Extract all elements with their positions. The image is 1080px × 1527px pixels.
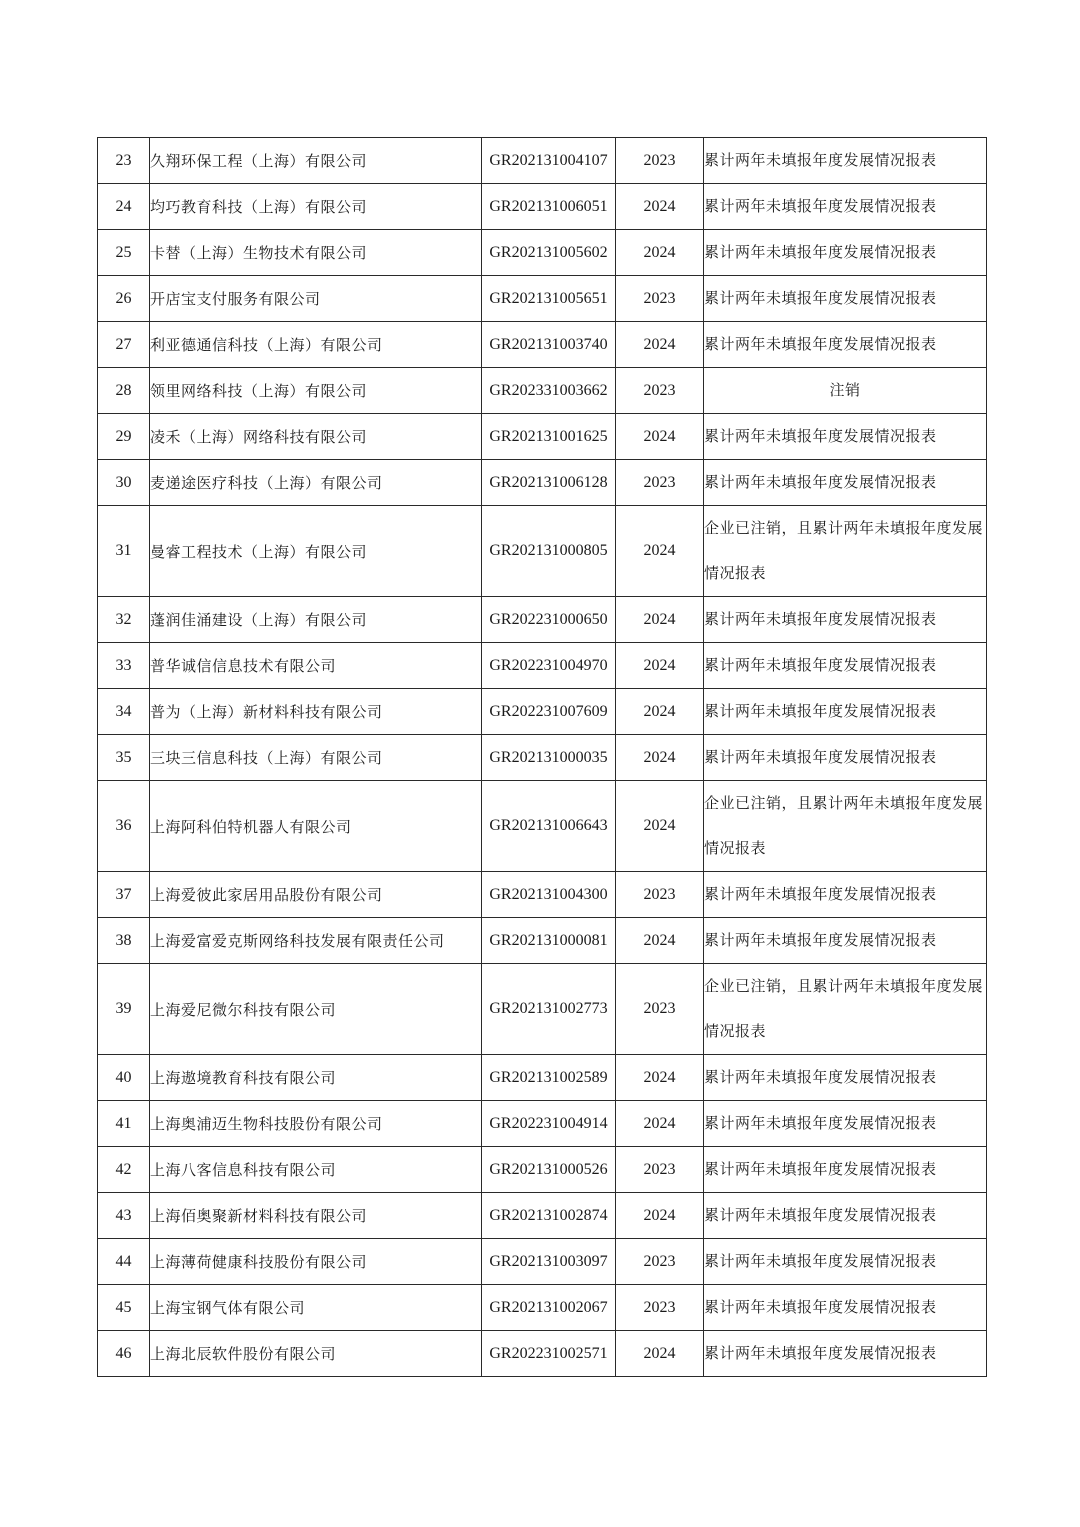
certificate-code: GR202131000081 — [482, 918, 616, 964]
company-name: 普为（上海）新材料科技有限公司 — [150, 689, 482, 735]
company-name: 麦递途医疗科技（上海）有限公司 — [150, 460, 482, 506]
reason: 累计两年未填报年度发展情况报表 — [704, 1239, 987, 1285]
row-number: 30 — [98, 460, 150, 506]
enterprise-table — [97, 137, 987, 1377]
row-number: 36 — [98, 781, 150, 872]
year: 2024 — [616, 322, 704, 368]
row-number: 40 — [98, 1055, 150, 1101]
certificate-code: GR202131003097 — [482, 1239, 616, 1285]
reason: 累计两年未填报年度发展情况报表 — [704, 597, 987, 643]
table-row — [98, 643, 987, 689]
certificate-code: GR202131004300 — [482, 872, 616, 918]
year: 2024 — [616, 184, 704, 230]
reason: 累计两年未填报年度发展情况报表 — [704, 230, 987, 276]
company-name: 领里网络科技（上海）有限公司 — [150, 368, 482, 414]
year: 2023 — [616, 964, 704, 1055]
reason: 累计两年未填报年度发展情况报表 — [704, 322, 987, 368]
row-number: 27 — [98, 322, 150, 368]
reason: 累计两年未填报年度发展情况报表 — [704, 1285, 987, 1331]
row-number: 24 — [98, 184, 150, 230]
table-body — [98, 138, 987, 1377]
year: 2024 — [616, 735, 704, 781]
year: 2023 — [616, 368, 704, 414]
table-row — [98, 1285, 987, 1331]
company-name: 上海佰奥聚新材料科技有限公司 — [150, 1193, 482, 1239]
row-number: 31 — [98, 506, 150, 597]
certificate-code: GR202331003662 — [482, 368, 616, 414]
company-name: 上海爱富爱克斯网络科技发展有限责任公司 — [150, 918, 482, 964]
table-row — [98, 1239, 987, 1285]
row-number: 43 — [98, 1193, 150, 1239]
company-name: 均巧教育科技（上海）有限公司 — [150, 184, 482, 230]
reason: 累计两年未填报年度发展情况报表 — [704, 414, 987, 460]
reason: 累计两年未填报年度发展情况报表 — [704, 184, 987, 230]
certificate-code: GR202231002571 — [482, 1331, 616, 1377]
company-name: 蓬润佳涌建设（上海）有限公司 — [150, 597, 482, 643]
year: 2024 — [616, 689, 704, 735]
table-row — [98, 460, 987, 506]
year: 2024 — [616, 781, 704, 872]
certificate-code: GR202231007609 — [482, 689, 616, 735]
row-number: 38 — [98, 918, 150, 964]
row-number: 33 — [98, 643, 150, 689]
certificate-code: GR202131001625 — [482, 414, 616, 460]
year: 2024 — [616, 1193, 704, 1239]
table-row — [98, 735, 987, 781]
table-row — [98, 964, 987, 1055]
company-name: 上海宝钢气体有限公司 — [150, 1285, 482, 1331]
certificate-code: GR202131000526 — [482, 1147, 616, 1193]
certificate-code: GR202131006051 — [482, 184, 616, 230]
company-name: 曼睿工程技术（上海）有限公司 — [150, 506, 482, 597]
table-row — [98, 781, 987, 872]
reason: 累计两年未填报年度发展情况报表 — [704, 1331, 987, 1377]
company-name: 上海爱彼此家居用品股份有限公司 — [150, 872, 482, 918]
reason: 累计两年未填报年度发展情况报表 — [704, 689, 987, 735]
row-number: 34 — [98, 689, 150, 735]
row-number: 29 — [98, 414, 150, 460]
table-row — [98, 368, 987, 414]
company-name: 卡替（上海）生物技术有限公司 — [150, 230, 482, 276]
row-number: 28 — [98, 368, 150, 414]
row-number: 45 — [98, 1285, 150, 1331]
row-number: 39 — [98, 964, 150, 1055]
company-name: 上海爱尼微尔科技有限公司 — [150, 964, 482, 1055]
row-number: 35 — [98, 735, 150, 781]
company-name: 久翔环保工程（上海）有限公司 — [150, 138, 482, 184]
table-row — [98, 1055, 987, 1101]
table-row — [98, 138, 987, 184]
year: 2024 — [616, 230, 704, 276]
table-row — [98, 918, 987, 964]
table-row — [98, 1331, 987, 1377]
certificate-code: GR202131002067 — [482, 1285, 616, 1331]
table-row — [98, 230, 987, 276]
year: 2024 — [616, 643, 704, 689]
reason: 累计两年未填报年度发展情况报表 — [704, 643, 987, 689]
certificate-code: GR202131002874 — [482, 1193, 616, 1239]
row-number: 46 — [98, 1331, 150, 1377]
row-number: 23 — [98, 138, 150, 184]
year: 2024 — [616, 918, 704, 964]
company-name: 上海奥浦迈生物科技股份有限公司 — [150, 1101, 482, 1147]
company-name: 利亚德通信科技（上海）有限公司 — [150, 322, 482, 368]
reason: 累计两年未填报年度发展情况报表 — [704, 276, 987, 322]
reason: 累计两年未填报年度发展情况报表 — [704, 460, 987, 506]
row-number: 26 — [98, 276, 150, 322]
table-row — [98, 184, 987, 230]
company-name: 上海遨境教育科技有限公司 — [150, 1055, 482, 1101]
reason: 累计两年未填报年度发展情况报表 — [704, 1193, 987, 1239]
certificate-code: GR202231004970 — [482, 643, 616, 689]
certificate-code: GR202131005651 — [482, 276, 616, 322]
row-number: 37 — [98, 872, 150, 918]
year: 2024 — [616, 597, 704, 643]
table-row — [98, 414, 987, 460]
reason: 累计两年未填报年度发展情况报表 — [704, 1147, 987, 1193]
reason: 注销 — [704, 368, 987, 414]
table-row — [98, 1101, 987, 1147]
company-name: 开店宝支付服务有限公司 — [150, 276, 482, 322]
certificate-code: GR202131006643 — [482, 781, 616, 872]
certificate-code: GR202131002773 — [482, 964, 616, 1055]
certificate-code: GR202131005602 — [482, 230, 616, 276]
certificate-code: GR202131002589 — [482, 1055, 616, 1101]
reason: 累计两年未填报年度发展情况报表 — [704, 872, 987, 918]
certificate-code: GR202131004107 — [482, 138, 616, 184]
year: 2023 — [616, 1239, 704, 1285]
row-number: 25 — [98, 230, 150, 276]
year: 2023 — [616, 1147, 704, 1193]
certificate-code: GR202131006128 — [482, 460, 616, 506]
row-number: 44 — [98, 1239, 150, 1285]
year: 2023 — [616, 138, 704, 184]
table-row — [98, 1193, 987, 1239]
year: 2023 — [616, 1285, 704, 1331]
row-number: 42 — [98, 1147, 150, 1193]
certificate-code: GR202231004914 — [482, 1101, 616, 1147]
table-row — [98, 506, 987, 597]
company-name: 上海薄荷健康科技股份有限公司 — [150, 1239, 482, 1285]
table-row — [98, 689, 987, 735]
year: 2023 — [616, 276, 704, 322]
certificate-code: GR202231000650 — [482, 597, 616, 643]
reason: 累计两年未填报年度发展情况报表 — [704, 1101, 987, 1147]
company-name: 凌禾（上海）网络科技有限公司 — [150, 414, 482, 460]
reason: 累计两年未填报年度发展情况报表 — [704, 735, 987, 781]
reason: 企业已注销，且累计两年未填报年度发展情况报表 — [704, 506, 987, 597]
company-name: 上海北辰软件股份有限公司 — [150, 1331, 482, 1377]
reason: 累计两年未填报年度发展情况报表 — [704, 1055, 987, 1101]
company-name: 三块三信息科技（上海）有限公司 — [150, 735, 482, 781]
year: 2024 — [616, 506, 704, 597]
year: 2024 — [616, 1101, 704, 1147]
reason: 企业已注销，且累计两年未填报年度发展情况报表 — [704, 964, 987, 1055]
company-name: 上海阿科伯特机器人有限公司 — [150, 781, 482, 872]
year: 2024 — [616, 1055, 704, 1101]
certificate-code: GR202131003740 — [482, 322, 616, 368]
year: 2023 — [616, 460, 704, 506]
table-row — [98, 872, 987, 918]
table-row — [98, 276, 987, 322]
row-number: 32 — [98, 597, 150, 643]
certificate-code: GR202131000805 — [482, 506, 616, 597]
certificate-code: GR202131000035 — [482, 735, 616, 781]
table-row — [98, 597, 987, 643]
year: 2024 — [616, 1331, 704, 1377]
table-row — [98, 1147, 987, 1193]
reason: 累计两年未填报年度发展情况报表 — [704, 918, 987, 964]
company-name: 上海八客信息科技有限公司 — [150, 1147, 482, 1193]
row-number: 41 — [98, 1101, 150, 1147]
table-row — [98, 322, 987, 368]
company-name: 普华诚信信息技术有限公司 — [150, 643, 482, 689]
year: 2023 — [616, 872, 704, 918]
reason: 企业已注销，且累计两年未填报年度发展情况报表 — [704, 781, 987, 872]
year: 2024 — [616, 414, 704, 460]
reason: 累计两年未填报年度发展情况报表 — [704, 138, 987, 184]
